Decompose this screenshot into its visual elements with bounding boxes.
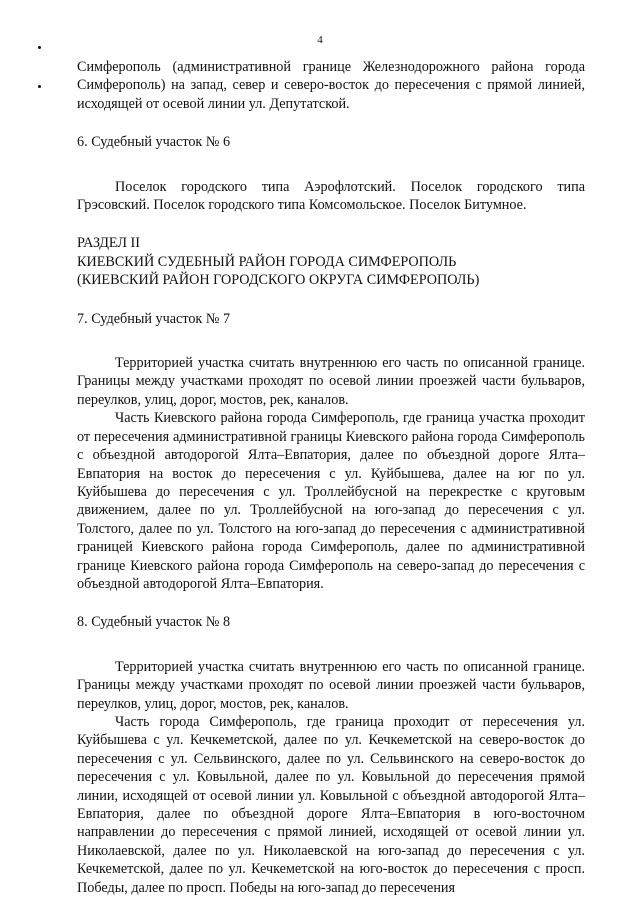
- section-heading: 8. Судебный участок № 8: [77, 614, 231, 631]
- section-heading: 7. Судебный участок № 7: [77, 310, 231, 327]
- paragraph: Территорией участка считать внутреннюю его часть по описанной границе. Границы между участками проходят по осевой линии проезжей части бульваров, переулков, улиц, дорог, мостов, рек, каналов.: [77, 355, 585, 408]
- paragraph: Территорией участка считать внутреннюю его часть по описанной границе. Границы между участками проходят по осевой линии проезжей части бульваров, переулков, улиц, дорог, мостов, рек, каналов.: [77, 658, 585, 712]
- paragraph: Часть города Симферополь, где граница проходит от пересечения ул. Куйбышева с ул. Кечкеметской, далее по ул. Кечкеметской на северо-восток до пересечения с ул. Сельвинского, далее по ул. Сельвинского на северо-восток до пересечения с ул. Ковыльной, далее по ул. Ковыльной до пересечения прямой линии, исходящей от осевой линии ул. Ковыльной с объездной автодорогой Ялта–Евпатория, далее по объездной дороге Ялта–Евпатория в юго-восточном направлении до пересечения с прямой линией, исходящей от осевой линии ул. Николаевской, далее по ул. Николаевской на юго-запад до пересечения с ул. Кечкеметской, далее по ул. Кечкеметской на юго-восток до пересечения с просп. Победы, далее по просп. Победы на юго-запад до пересечения: [77, 713, 585, 896]
- part-title: КИЕВСКИЙ СУДЕБНЫЙ РАЙОН ГОРОДА СИМФЕРОПОЛЬ: [77, 253, 457, 270]
- paragraph: Поселок городского типа Аэрофлотский. Поселок городского типа Грэсовский. Поселок городского типа Комсомольское. Поселок Битумное.: [77, 178, 585, 214]
- page-number: 4: [317, 34, 323, 46]
- margin-mark: [38, 46, 41, 49]
- paragraph: Часть Киевского района города Симферополь, где граница участка проходит от пересечения административной границы Киевского района города Симферополь с объездной автодорогой Ялта–Евпатория, далее по объездной дороге Ялта–Евпатория на восток до пересечения с ул. Куйбышева, далее на юг по ул. Куйбышева до пересечения с ул. Троллейбусной на перекрестке с круговым движением, далее по ул. Троллейбусной на юго-запад до пересечения с ул. Толстого, далее по ул. Толстого на юго-запад до пересечения с административной границей Киевского района города Симферополь, далее по административной границе Киевского района города Симферополь на северо-запад до пересечения с объездной автодорогой Ялта–Евпатория.: [77, 410, 585, 592]
- section-heading: 6. Судебный участок № 6: [77, 134, 231, 151]
- part-title: (КИЕВСКИЙ РАЙОН ГОРОДСКОГО ОКРУГА СИМФЕРОПОЛЬ): [77, 272, 480, 289]
- paragraph: Симферополь (административной границе Железнодорожного района города Симферополь) на запад, север и северо-восток до пересечения с прямой линией, исходящей от осевой линии ул. Депутатской.: [77, 59, 585, 112]
- part-title: РАЗДЕЛ II: [77, 235, 140, 252]
- margin-mark: [38, 85, 41, 88]
- document-body: [77, 58, 585, 897]
